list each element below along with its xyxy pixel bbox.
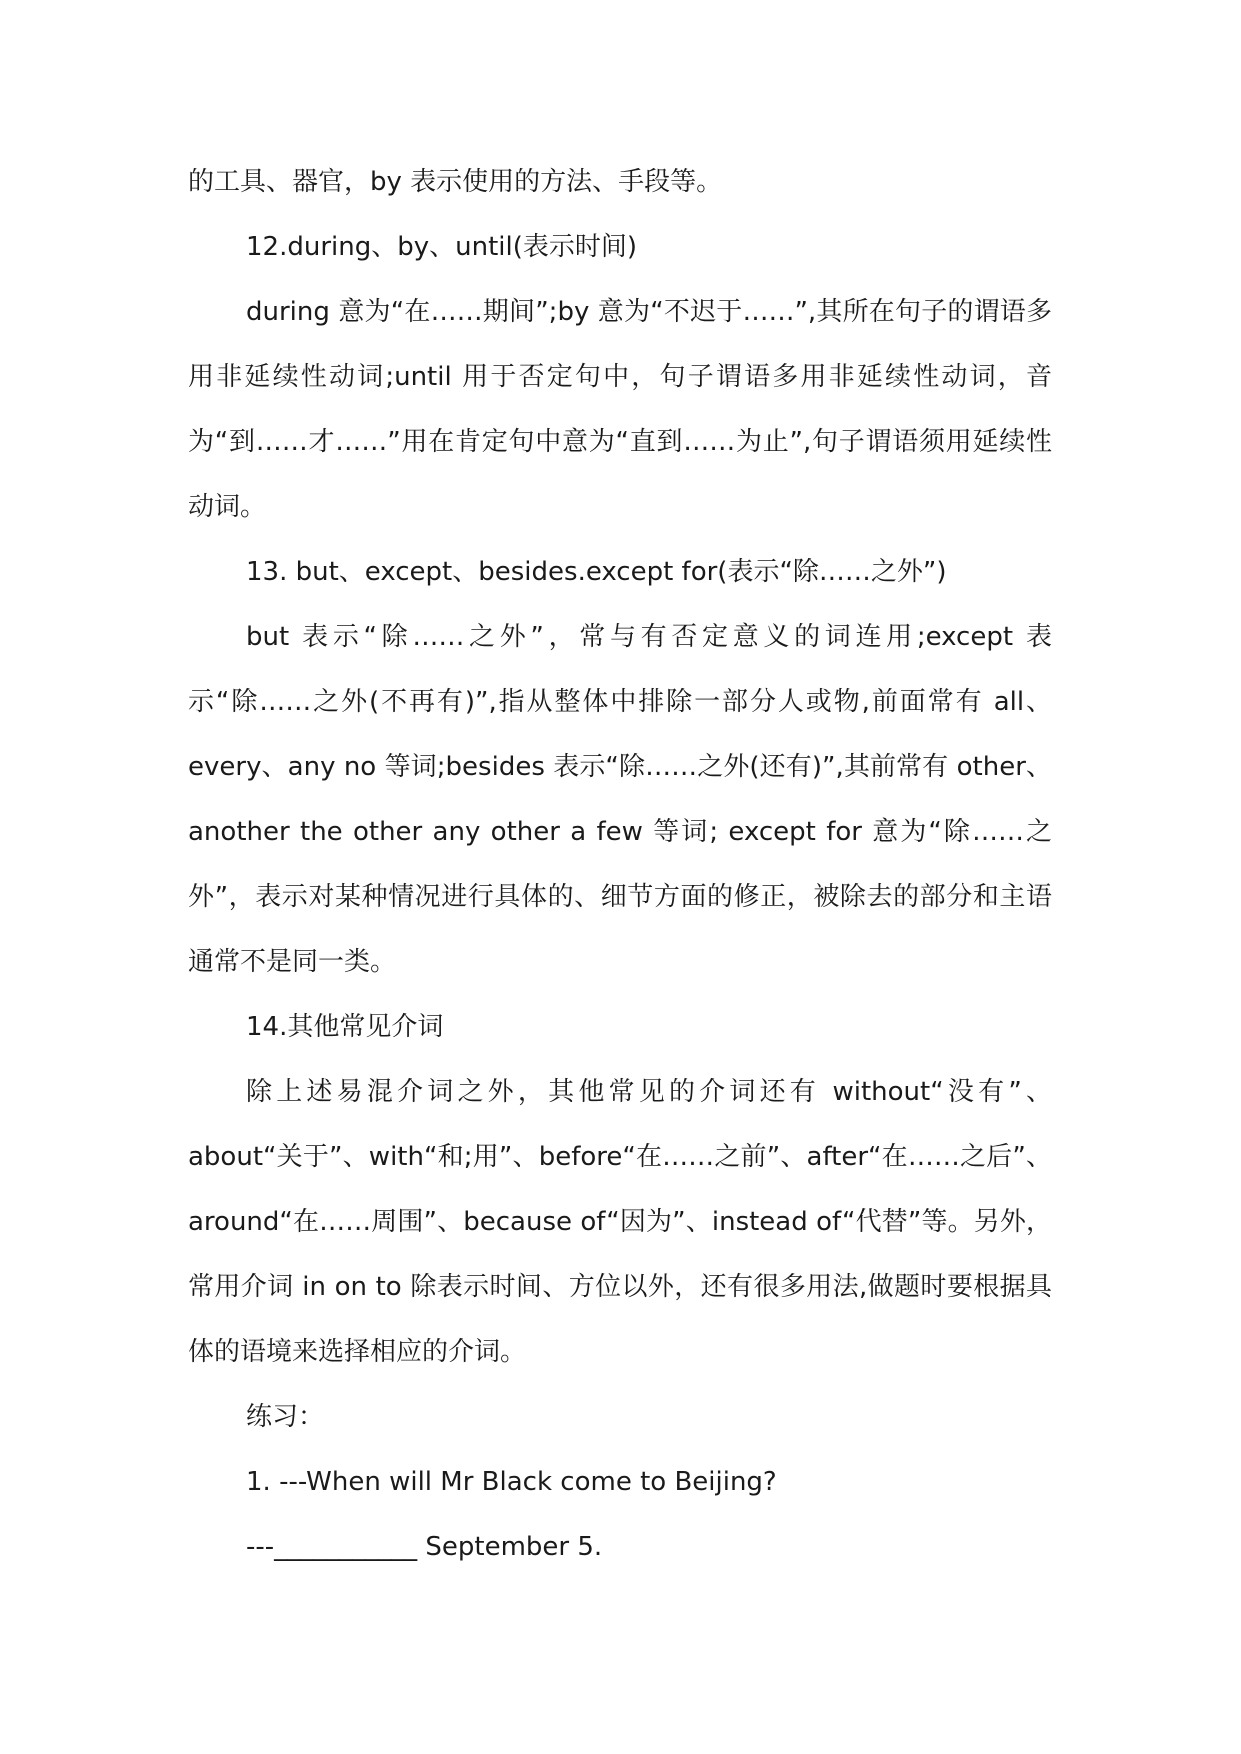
paragraph-but-except-besides: but 表示“除……之外”，常与有否定意义的词连用;except 表示“除……之外(不再有)”,指从整体中排除一部分人或物,前面常有 all、every、any no 等词;besides 表示“除……之外(还有)”,其前常有 other、 another the other any other a few 等词; except for 意为“除……之外”，表示对某种情况进行具体的、细节方面的修正，被除去的部分和主语通常不是同一类。 — [188, 622, 1052, 977]
paragraph-other-prepositions: 除上述易混介词之外，其他常见的介词还有 without“没有”、about“关于”、with“和;用”、before“在……之前”、after“在……之后”、around“在……周围”、because of“因为”、instead of“代替”等。另外，常用介词 in on to 除表示时间、方位以外，还有很多用法,做题时要根据具体的语境来选择相应的介词。 — [188, 1077, 1052, 1367]
paragraph-during-by-until: during 意为“在……期间”;by 意为“不迟于……”,其所在句子的谓语多用非延续性动词;until 用于否定句中，句子谓语多用非延续性动词，音为“到……才……”用在肯定句中意为“直到……为止”,句子谓语须用延续性动词。 — [188, 297, 1052, 522]
heading-other-prepositions: 14.其他常见介词 — [246, 1012, 444, 1042]
paragraph-continuation: 的工具、器官，by 表示使用的方法、手段等。 — [188, 167, 723, 197]
heading-but-except-besides: 13. but、except、besides.except for(表示“除……之外”) — [246, 557, 947, 587]
document-body — [188, 150, 1052, 1580]
exercise-heading: 练习： — [246, 1402, 325, 1432]
exercise-question-1: 1. ---When will Mr Black come to Beijing? — [246, 1467, 777, 1497]
exercise-answer-blank-1: ---___________ September 5. — [246, 1532, 603, 1562]
heading-during-by-until: 12.during、by、until(表示时间) — [246, 232, 638, 262]
